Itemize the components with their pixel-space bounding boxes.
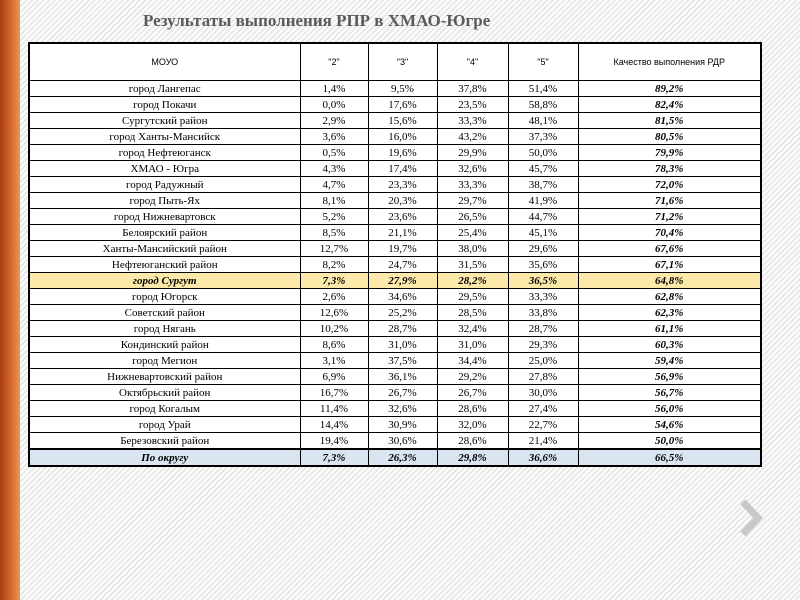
cell-grade-5: 29,6%	[508, 241, 578, 257]
cell-grade-5: 38,7%	[508, 177, 578, 193]
cell-quality: 56,7%	[578, 385, 761, 401]
header-cell-grade-2: "2"	[300, 43, 368, 81]
cell-municipality: город Югорск	[29, 289, 300, 305]
table-row	[29, 257, 761, 273]
cell-grade-5: 27,4%	[508, 401, 578, 417]
cell-grade-3: 34,6%	[368, 289, 437, 305]
cell-municipality: Советский район	[29, 305, 300, 321]
cell-grade-2: 3,1%	[300, 353, 368, 369]
cell-grade-2: 11,4%	[300, 401, 368, 417]
cell-quality: 71,2%	[578, 209, 761, 225]
cell-grade-4: 34,4%	[437, 353, 508, 369]
cell-quality: 64,8%	[578, 273, 761, 289]
cell-municipality: город Пыть-Ях	[29, 193, 300, 209]
total-cell-grade-3: 26,3%	[368, 449, 437, 466]
cell-grade-3: 21,1%	[368, 225, 437, 241]
total-cell-grade-5: 36,6%	[508, 449, 578, 466]
cell-grade-3: 20,3%	[368, 193, 437, 209]
cell-grade-2: 12,7%	[300, 241, 368, 257]
cell-grade-4: 23,5%	[437, 97, 508, 113]
table-row	[29, 305, 761, 321]
cell-quality: 67,1%	[578, 257, 761, 273]
table-row	[29, 417, 761, 433]
cell-grade-3: 37,5%	[368, 353, 437, 369]
table-row	[29, 385, 761, 401]
cell-municipality: Белоярский район	[29, 225, 300, 241]
cell-grade-5: 41,9%	[508, 193, 578, 209]
cell-grade-2: 8,5%	[300, 225, 368, 241]
table-row	[29, 225, 761, 241]
cell-grade-3: 24,7%	[368, 257, 437, 273]
cell-municipality: Сургутский район	[29, 113, 300, 129]
cell-quality: 81,5%	[578, 113, 761, 129]
cell-grade-4: 28,2%	[437, 273, 508, 289]
cell-municipality: город Ханты-Мансийск	[29, 129, 300, 145]
cell-grade-2: 19,4%	[300, 433, 368, 450]
cell-grade-5: 21,4%	[508, 433, 578, 450]
slide-title: Результаты выполнения РПР в ХМАО-Югре	[143, 11, 491, 30]
cell-grade-5: 37,3%	[508, 129, 578, 145]
cell-grade-4: 29,5%	[437, 289, 508, 305]
cell-quality: 70,4%	[578, 225, 761, 241]
cell-grade-2: 2,9%	[300, 113, 368, 129]
table-row	[29, 337, 761, 353]
cell-grade-4: 31,5%	[437, 257, 508, 273]
cell-municipality: город Нефтеюганск	[29, 145, 300, 161]
table-row	[29, 177, 761, 193]
cell-grade-3: 16,0%	[368, 129, 437, 145]
cell-grade-2: 5,2%	[300, 209, 368, 225]
cell-grade-3: 23,3%	[368, 177, 437, 193]
header-cell-grade-5: "5"	[508, 43, 578, 81]
header-cell-grade-4: "4"	[437, 43, 508, 81]
table-row	[29, 433, 761, 450]
cell-grade-2: 3,6%	[300, 129, 368, 145]
table-row	[29, 401, 761, 417]
cell-grade-5: 28,7%	[508, 321, 578, 337]
table-row	[29, 209, 761, 225]
total-cell-municipality: По округу	[29, 449, 300, 466]
cell-grade-2: 4,3%	[300, 161, 368, 177]
cell-grade-5: 36,5%	[508, 273, 578, 289]
cell-grade-3: 17,6%	[368, 97, 437, 113]
cell-grade-5: 27,8%	[508, 369, 578, 385]
table-row	[29, 145, 761, 161]
cell-quality: 82,4%	[578, 97, 761, 113]
cell-quality: 61,1%	[578, 321, 761, 337]
cell-municipality: Березовский район	[29, 433, 300, 450]
cell-grade-4: 29,2%	[437, 369, 508, 385]
table-row	[29, 129, 761, 145]
cell-grade-3: 9,5%	[368, 81, 437, 97]
cell-quality: 50,0%	[578, 433, 761, 450]
cell-grade-5: 50,0%	[508, 145, 578, 161]
cell-grade-2: 16,7%	[300, 385, 368, 401]
cell-municipality: Нефтеюганский район	[29, 257, 300, 273]
cell-grade-5: 58,8%	[508, 97, 578, 113]
cell-grade-2: 2,6%	[300, 289, 368, 305]
cell-grade-4: 28,6%	[437, 433, 508, 450]
cell-grade-4: 32,0%	[437, 417, 508, 433]
cell-grade-2: 0,0%	[300, 97, 368, 113]
cell-grade-5: 25,0%	[508, 353, 578, 369]
cell-grade-5: 33,3%	[508, 289, 578, 305]
cell-municipality: город Урай	[29, 417, 300, 433]
cell-grade-3: 17,4%	[368, 161, 437, 177]
cell-grade-5: 48,1%	[508, 113, 578, 129]
cell-grade-5: 29,3%	[508, 337, 578, 353]
cell-grade-3: 23,6%	[368, 209, 437, 225]
table-row	[29, 97, 761, 113]
cell-grade-3: 25,2%	[368, 305, 437, 321]
cell-grade-4: 26,5%	[437, 209, 508, 225]
cell-grade-4: 32,6%	[437, 161, 508, 177]
cell-grade-3: 27,9%	[368, 273, 437, 289]
cell-grade-2: 6,9%	[300, 369, 368, 385]
cell-grade-4: 33,3%	[437, 113, 508, 129]
cell-grade-3: 30,6%	[368, 433, 437, 450]
cell-grade-4: 33,3%	[437, 177, 508, 193]
cell-grade-2: 4,7%	[300, 177, 368, 193]
cell-quality: 72,0%	[578, 177, 761, 193]
cell-municipality: Кондинский район	[29, 337, 300, 353]
cell-grade-2: 10,2%	[300, 321, 368, 337]
cell-grade-2: 1,4%	[300, 81, 368, 97]
cell-quality: 56,0%	[578, 401, 761, 417]
cell-quality: 60,3%	[578, 337, 761, 353]
table-row-highlighted	[29, 273, 761, 289]
results-table-container	[28, 42, 760, 467]
cell-grade-2: 0,5%	[300, 145, 368, 161]
cell-grade-5: 45,1%	[508, 225, 578, 241]
cell-grade-4: 29,9%	[437, 145, 508, 161]
cell-quality: 89,2%	[578, 81, 761, 97]
cell-municipality: ХМАО - Югра	[29, 161, 300, 177]
cell-quality: 54,6%	[578, 417, 761, 433]
cell-grade-3: 26,7%	[368, 385, 437, 401]
table-row-total	[29, 449, 761, 466]
cell-grade-5: 45,7%	[508, 161, 578, 177]
cell-municipality: Октябрьский район	[29, 385, 300, 401]
cell-grade-2: 7,3%	[300, 273, 368, 289]
cell-grade-3: 19,7%	[368, 241, 437, 257]
table-row	[29, 81, 761, 97]
cell-quality: 80,5%	[578, 129, 761, 145]
cell-grade-2: 14,4%	[300, 417, 368, 433]
total-cell-quality: 66,5%	[578, 449, 761, 466]
cell-quality: 56,9%	[578, 369, 761, 385]
cell-grade-4: 26,7%	[437, 385, 508, 401]
cell-grade-3: 30,9%	[368, 417, 437, 433]
cell-grade-5: 30,0%	[508, 385, 578, 401]
cell-quality: 79,9%	[578, 145, 761, 161]
results-table	[28, 42, 762, 467]
cell-quality: 71,6%	[578, 193, 761, 209]
cell-grade-5: 22,7%	[508, 417, 578, 433]
chevron-right-icon[interactable]	[738, 498, 764, 538]
cell-municipality: Нижневартовский район	[29, 369, 300, 385]
cell-quality: 78,3%	[578, 161, 761, 177]
cell-municipality: город Покачи	[29, 97, 300, 113]
cell-municipality: город Сургут	[29, 273, 300, 289]
accent-bar	[0, 0, 20, 600]
cell-municipality: город Лангепас	[29, 81, 300, 97]
cell-quality: 62,8%	[578, 289, 761, 305]
cell-municipality: город Нижневартовск	[29, 209, 300, 225]
cell-municipality: Ханты-Мансийский район	[29, 241, 300, 257]
table-body	[29, 81, 761, 467]
cell-grade-4: 32,4%	[437, 321, 508, 337]
cell-quality: 59,4%	[578, 353, 761, 369]
cell-grade-2: 12,6%	[300, 305, 368, 321]
table-row	[29, 289, 761, 305]
cell-grade-3: 28,7%	[368, 321, 437, 337]
cell-grade-4: 25,4%	[437, 225, 508, 241]
cell-grade-5: 35,6%	[508, 257, 578, 273]
table-row	[29, 241, 761, 257]
table-row	[29, 353, 761, 369]
cell-grade-2: 8,2%	[300, 257, 368, 273]
cell-grade-4: 38,0%	[437, 241, 508, 257]
table-header-row	[29, 43, 761, 81]
cell-grade-4: 31,0%	[437, 337, 508, 353]
cell-grade-5: 44,7%	[508, 209, 578, 225]
cell-grade-3: 36,1%	[368, 369, 437, 385]
total-cell-grade-2: 7,3%	[300, 449, 368, 466]
header-cell-quality: Качество выполнения РДР	[578, 43, 761, 81]
table-row	[29, 321, 761, 337]
total-cell-grade-4: 29,8%	[437, 449, 508, 466]
header-cell-grade-3: "3"	[368, 43, 437, 81]
cell-grade-4: 29,7%	[437, 193, 508, 209]
cell-grade-4: 28,6%	[437, 401, 508, 417]
cell-grade-3: 32,6%	[368, 401, 437, 417]
cell-grade-4: 43,2%	[437, 129, 508, 145]
table-row	[29, 193, 761, 209]
cell-municipality: город Когалым	[29, 401, 300, 417]
cell-grade-5: 51,4%	[508, 81, 578, 97]
header-cell-municipality: МОУО	[29, 43, 300, 81]
table-row	[29, 161, 761, 177]
cell-quality: 62,3%	[578, 305, 761, 321]
cell-municipality: город Нягань	[29, 321, 300, 337]
cell-grade-5: 33,8%	[508, 305, 578, 321]
cell-municipality: город Радужный	[29, 177, 300, 193]
cell-grade-3: 31,0%	[368, 337, 437, 353]
cell-grade-2: 8,6%	[300, 337, 368, 353]
cell-municipality: город Мегион	[29, 353, 300, 369]
cell-grade-2: 8,1%	[300, 193, 368, 209]
cell-quality: 67,6%	[578, 241, 761, 257]
cell-grade-3: 15,6%	[368, 113, 437, 129]
cell-grade-3: 19,6%	[368, 145, 437, 161]
table-row	[29, 113, 761, 129]
table-row	[29, 369, 761, 385]
cell-grade-4: 37,8%	[437, 81, 508, 97]
cell-grade-4: 28,5%	[437, 305, 508, 321]
